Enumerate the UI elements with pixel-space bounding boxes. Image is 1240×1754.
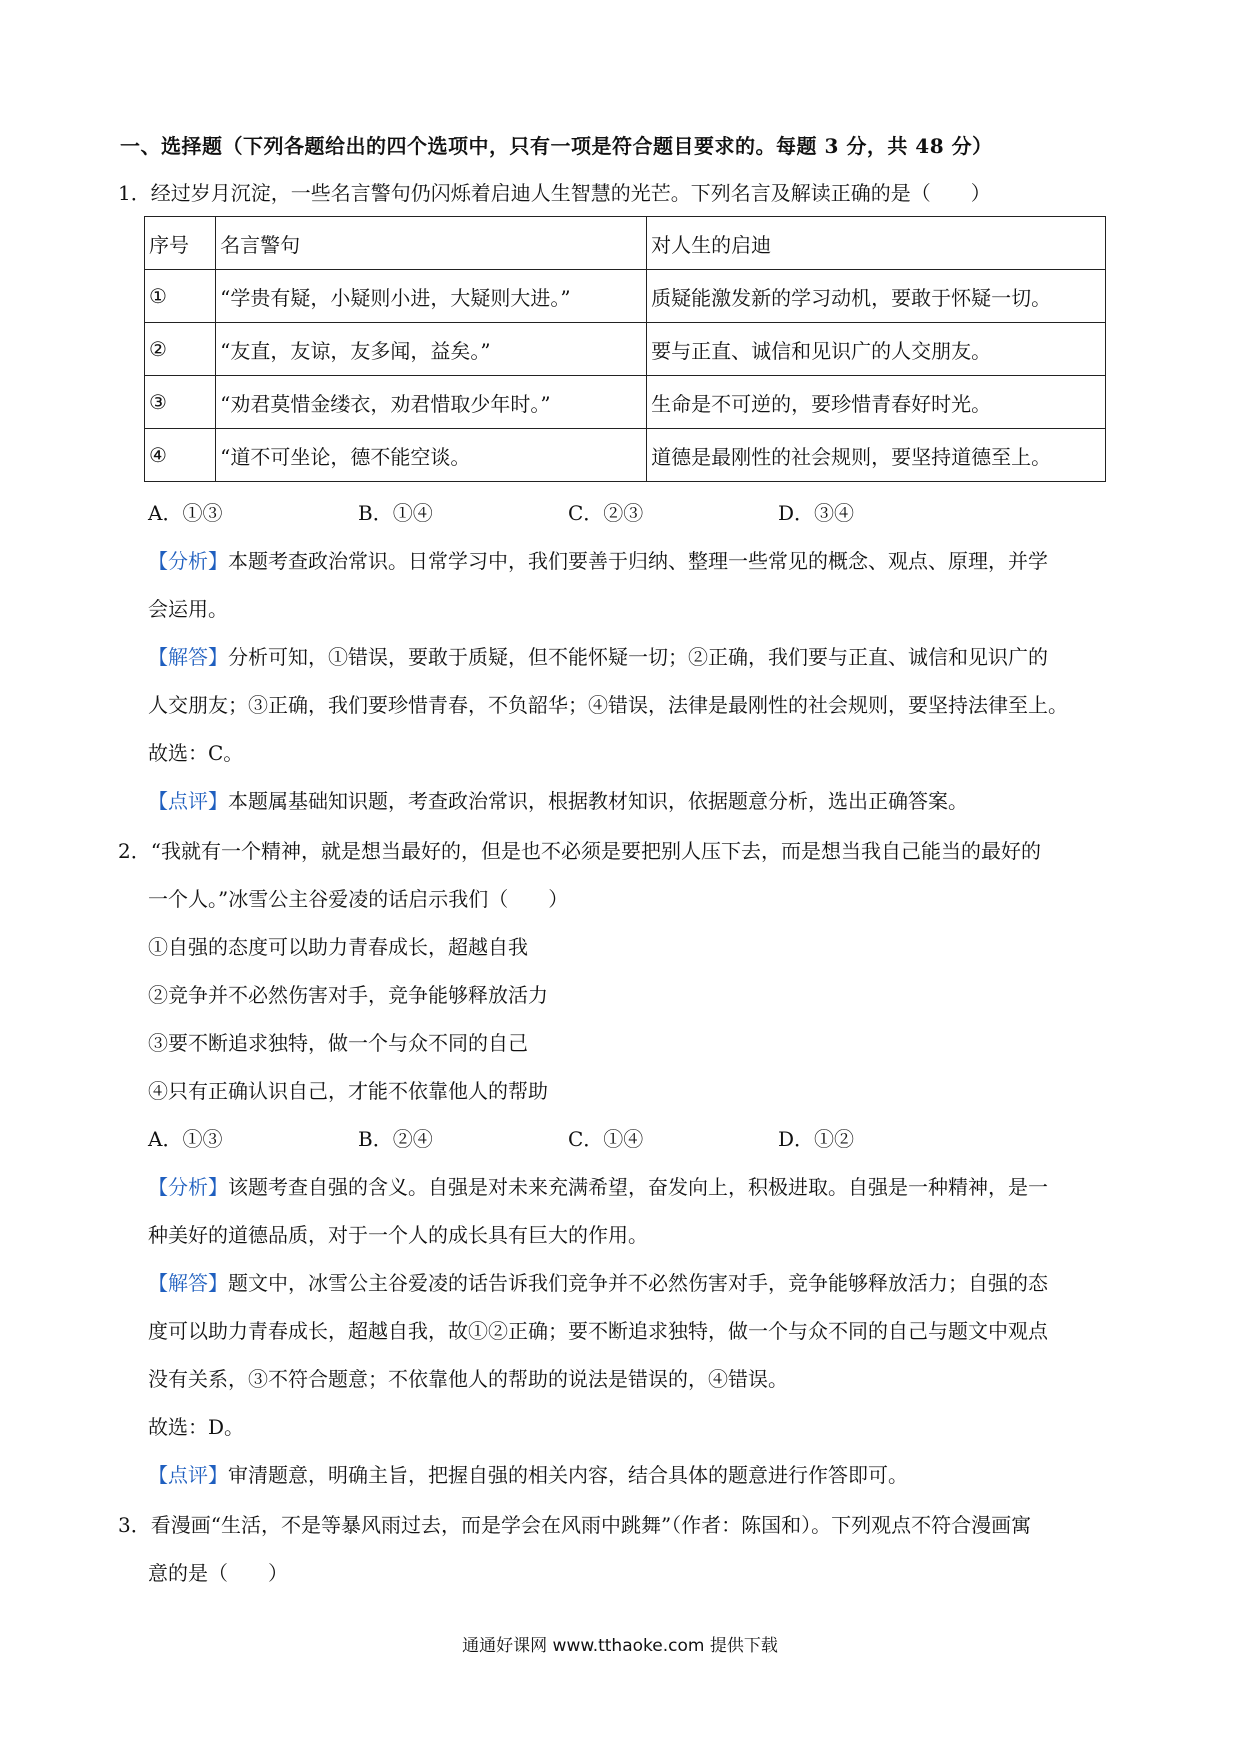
answer-tag: 【解答】 xyxy=(148,1271,228,1295)
option-d: D．③④ xyxy=(778,501,855,525)
table-cell: ③ xyxy=(145,376,216,429)
q1-analysis-line-1 xyxy=(148,548,1138,574)
answer-text: 题文中，冰雪公主谷爱凌的话告诉我们竞争并不必然伤害对手，竞争能够释放活力；自强的态 xyxy=(228,1271,1048,1295)
comment-tag: 【点评】 xyxy=(148,1463,228,1487)
comment-text: 本题属基础知识题，考查政治常识，根据教材知识，依据题意分析，选出正确答案。 xyxy=(228,789,968,813)
table-header-cell: 对人生的启迪 xyxy=(647,217,1106,270)
table-cell: 质疑能激发新的学习动机，要敢于怀疑一切。 xyxy=(647,270,1106,323)
q1-answer-line-3: 故选：C。 xyxy=(148,741,244,765)
table-cell: “友直，友谅，友多闻，益矣。” xyxy=(216,323,647,376)
option-b: B．①④ xyxy=(358,501,433,525)
q3-stem-line-2: 意的是（ ） xyxy=(148,1561,288,1585)
table-cell: “学贵有疑，小疑则小进，大疑则大进。” xyxy=(216,270,647,323)
q2-comment xyxy=(148,1462,1138,1488)
table-cell: 道德是最刚性的社会规则，要坚持道德至上。 xyxy=(647,429,1106,482)
analysis-text: 该题考查自强的含义。自强是对未来充满希望，奋发向上，积极进取。自强是一种精神，是一 xyxy=(228,1175,1048,1199)
q2-statement: ③要不断追求独特，做一个与众不同的自己 xyxy=(148,1031,528,1055)
q2-analysis-line-1 xyxy=(148,1174,1138,1200)
option-a: A．①③ xyxy=(148,1127,223,1151)
q1-comment xyxy=(148,788,1138,814)
q2-statement: ④只有正确认识自己，才能不依靠他人的帮助 xyxy=(148,1079,548,1103)
analysis-text: 本题考查政治常识。日常学习中，我们要善于归纳、整理一些常见的概念、观点、原理，并学 xyxy=(228,549,1048,573)
analysis-tag: 【分析】 xyxy=(148,1175,228,1199)
q1-answer-line-1 xyxy=(148,644,1138,670)
table-header-cell: 名言警句 xyxy=(216,217,647,270)
section-title: 一、选择题（下列各题给出的四个选项中，只有一项是符合题目要求的。每题 3 分，共 48 分） xyxy=(120,134,993,158)
q2-statement: ②竞争并不必然伤害对手，竞争能够释放活力 xyxy=(148,983,548,1007)
analysis-tag: 【分析】 xyxy=(148,549,228,573)
answer-text: 分析可知，①错误，要敢于质疑，但不能怀疑一切；②正确，我们要与正直、诚信和见识广的 xyxy=(228,645,1048,669)
q2-answer-line-4: 故选：D。 xyxy=(148,1415,245,1439)
q1-stem: 1．经过岁月沉淀，一些名言警句仍闪烁着启迪人生智慧的光芒。下列名言及解读正确的是（ ） xyxy=(118,181,991,205)
table-cell: 生命是不可逆的，要珍惜青春好时光。 xyxy=(647,376,1106,429)
table-row xyxy=(145,323,1106,376)
table-row xyxy=(145,270,1106,323)
table-row xyxy=(145,376,1106,429)
option-b: B．②④ xyxy=(358,1127,433,1151)
table-cell: ② xyxy=(145,323,216,376)
q1-answer-line-2: 人交朋友；③正确，我们要珍惜青春，不负韶华；④错误，法律是最刚性的社会规则，要坚持法律至上。 xyxy=(148,693,1068,717)
answer-tag: 【解答】 xyxy=(148,645,228,669)
option-d: D．①② xyxy=(778,1127,855,1151)
table-cell: “道不可坐论，德不能空谈。 xyxy=(216,429,647,482)
table-header-cell: 序号 xyxy=(145,217,216,270)
comment-tag: 【点评】 xyxy=(148,789,228,813)
q2-answer-line-3: 没有关系，③不符合题意；不依靠他人的帮助的说法是错误的，④错误。 xyxy=(148,1367,788,1391)
q3-stem-line-1: 3．看漫画“生活，不是等暴风雨过去，而是学会在风雨中跳舞”（作者：陈国和）。下列观点不符合漫画寓 xyxy=(118,1513,1032,1537)
option-c: C．②③ xyxy=(568,501,644,525)
table-cell: ① xyxy=(145,270,216,323)
page-footer: 通通好课网 www.tthaoke.com 提供下载 xyxy=(462,1636,778,1656)
q2-statement: ①自强的态度可以助力青春成长，超越自我 xyxy=(148,935,528,959)
table-cell: 要与正直、诚信和见识广的人交朋友。 xyxy=(647,323,1106,376)
table-cell: ④ xyxy=(145,429,216,482)
option-c: C．①④ xyxy=(568,1127,644,1151)
comment-text: 审清题意，明确主旨，把握自强的相关内容，结合具体的题意进行作答即可。 xyxy=(228,1463,908,1487)
table-cell: “劝君莫惜金缕衣，劝君惜取少年时。” xyxy=(216,376,647,429)
q2-answer-line-1 xyxy=(148,1270,1138,1296)
q1-analysis-line-2: 会运用。 xyxy=(148,597,228,621)
option-a: A．①③ xyxy=(148,501,223,525)
q2-answer-line-2: 度可以助力青春成长，超越自我，故①②正确；要不断追求独特，做一个与众不同的自己与题文中观点 xyxy=(148,1319,1048,1343)
table-row xyxy=(145,429,1106,482)
q2-stem-line-2: 一个人。”冰雪公主谷爱凌的话启示我们（ ） xyxy=(148,887,569,911)
quotes-table xyxy=(144,216,1106,482)
q2-stem-line-1: 2．“我就有一个精神，就是想当最好的，但是也不必须是要把别人压下去，而是想当我自己能当的最好的 xyxy=(118,839,1041,863)
q2-analysis-line-2: 种美好的道德品质，对于一个人的成长具有巨大的作用。 xyxy=(148,1223,648,1247)
table-header-row xyxy=(145,217,1106,270)
